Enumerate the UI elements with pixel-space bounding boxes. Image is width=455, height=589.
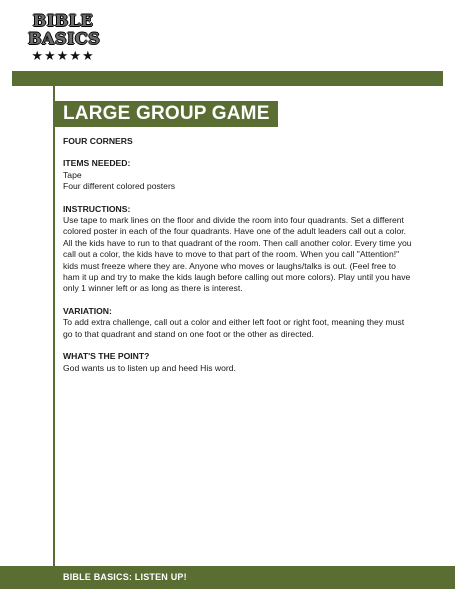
point-text: God wants us to listen up and heed His word. [63, 362, 236, 373]
items-heading: ITEMS NEEDED: [63, 158, 131, 169]
logo-line-bible: BIBLE [32, 11, 94, 30]
instructions-text: Use tape to mark lines on the floor and divide the room into four quadrants. Set a different colored poster in each of the four quadrants. Have one of the adult leaders call out a color. All the kids have to run to that quadrant of the room. Then call another color. Every time you call out a color, the kids have to move to that part of the room. When you call "Attention!" kids must freeze where they are. Anyone who moves or laughs/talks is out. (Feel free to ham it up and try to make the kids laugh before calling out more colors). Play until you have only 1 winner left or as long as there is interest. [63, 215, 412, 294]
point-heading: WHAT'S THE POINT? [63, 351, 150, 362]
game-name: FOUR CORNERS [63, 136, 133, 146]
instructions-heading: INSTRUCTIONS: [63, 203, 131, 214]
footer-bar [0, 566, 455, 589]
side-rule [53, 86, 55, 566]
variation-heading: VARIATION: [63, 305, 112, 316]
header-bar [12, 71, 443, 86]
logo-line-basics: BASICS [28, 29, 101, 48]
variation-text: To add extra challenge, call out a color and either left foot or right foot, meaning they must go to that quadrant and stand on one foot or the other as directed. [63, 317, 405, 339]
item-tape: Tape [63, 169, 82, 180]
content [63, 136, 413, 374]
stars-icon: ★★★★★ [31, 48, 95, 63]
footer-text: BIBLE BASICS: LISTEN UP! [63, 572, 187, 582]
item-posters: Four different colored posters [63, 181, 176, 192]
logo [28, 11, 101, 63]
page-title: LARGE GROUP GAME [55, 101, 278, 127]
